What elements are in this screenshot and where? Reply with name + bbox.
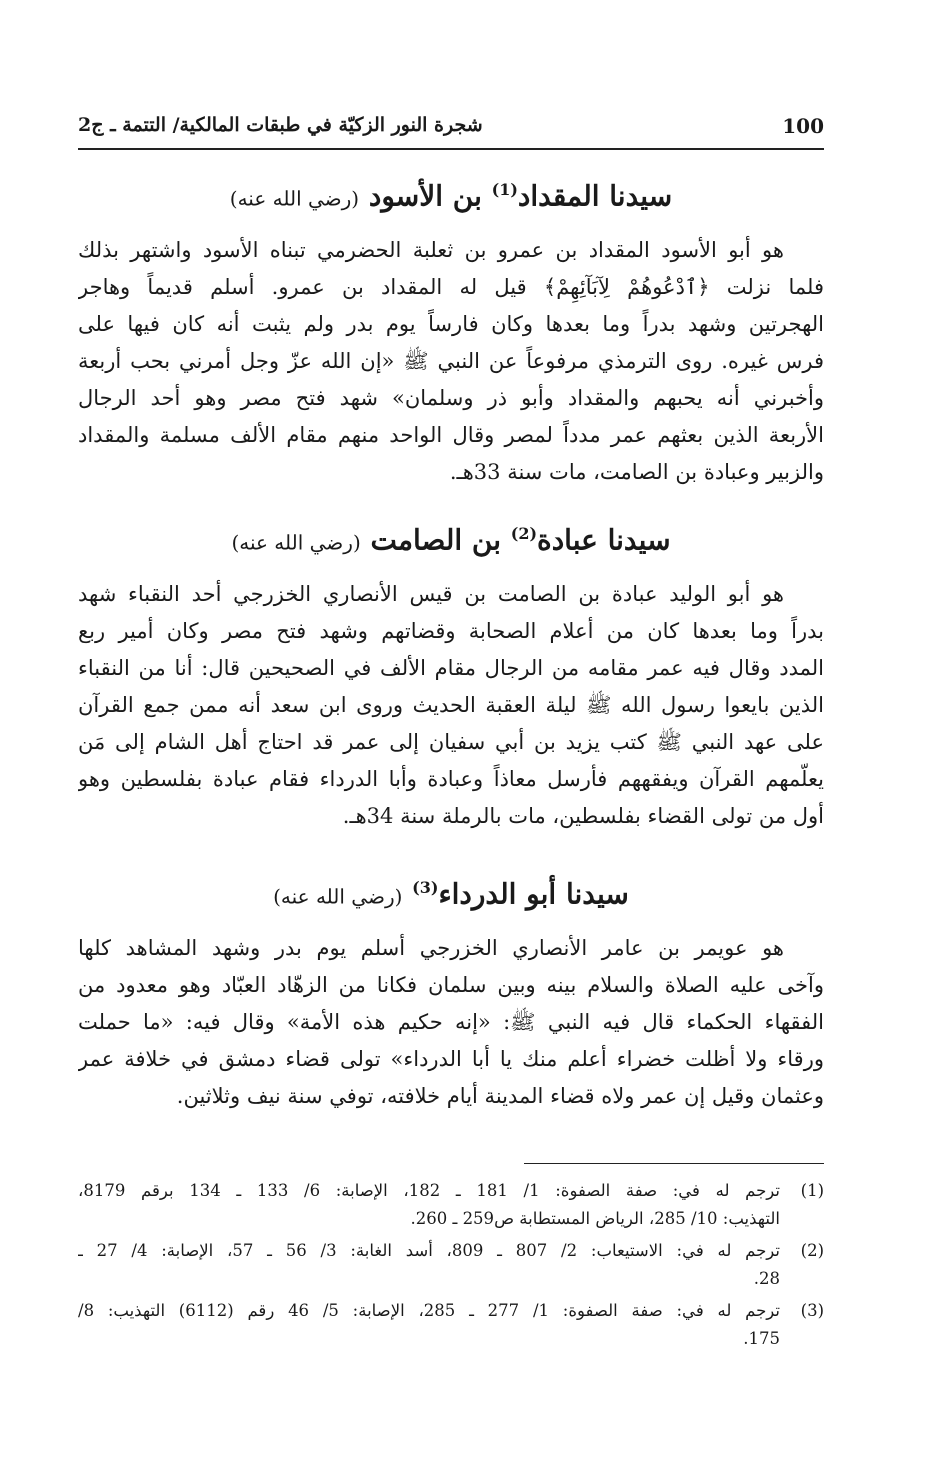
biography-section-1 xyxy=(78,162,824,491)
text-line: هو أبو الأسود المقداد بن عمرو بن ثعلبة الحضرمي تبناه الأسود واشتهر بذلك xyxy=(78,238,784,263)
footnote-ref: (1) xyxy=(491,180,518,199)
text-line: هو أبو الوليد عبادة بن الصامت بن قيس الأنصاري الخزرجي أحد النقباء شهد xyxy=(78,582,784,607)
biography-section-2 xyxy=(78,506,824,835)
footnote-ref: (3) xyxy=(412,878,439,897)
section-body xyxy=(78,930,824,1115)
footnote-line: التهذيب: 10/ 285، الرياض المستطابة ص259 ـ 260. xyxy=(410,1209,780,1228)
text-line: بدراً وما بعدها كان من أعلام الصحابة وقضاتهم وشهد فتح مصر وكان أمير ربع xyxy=(78,619,824,644)
footnote-1 xyxy=(78,1177,824,1233)
page-number: 100 xyxy=(782,114,824,138)
biography-section-3 xyxy=(78,860,824,1115)
text-line: وآخى عليه الصلاة والسلام بينه وبين سلمان فكانا من الزهّاد العبّاد وهو معدود من xyxy=(78,973,824,998)
text-line: وعثمان وقيل إن عمر ولاه قضاء المدينة أيام خلافته، توفي سنة نيف وثلاثين. xyxy=(176,1084,824,1109)
text-line: فرس غيره. روى الترمذي مرفوعاً عن النبي ﷺ «إن الله عزّ وجل أمرني بحب أربعة xyxy=(78,349,824,374)
text-line: الذين بايعوا رسول الله ﷺ ليلة العقبة الحديث وروى ابن سعد أنه ممن جمع القرآن xyxy=(78,693,824,718)
text-line: والزبير وعبادة بن الصامت، مات سنة 33هـ. xyxy=(449,460,824,485)
text-line: المدد وقال فيه عمر مقامه من الرجال مقام الألف في الصحيحين قال: أنا من النقباء xyxy=(78,656,824,681)
text-line: الفقهاء الحكماء قال فيه النبي ﷺ: «إنه حكيم هذه الأمة» وقال فيه: «ما حملت xyxy=(78,1010,824,1035)
text-line: الأربعة الذين بعثهم عمر مدداً لمصر وقال الواحد منهم مقام الألف مسلمة والمقداد xyxy=(78,423,824,448)
honorific: (رضي الله عنه) xyxy=(229,186,360,211)
footnote-2 xyxy=(78,1237,824,1293)
footnote-line: ترجم له في: صفة الصفوة: 1/ 277 ـ 285، الإصابة: 5/ 46 رقم (6112) التهذيب: 8/ xyxy=(78,1301,780,1320)
footnote-ref: (2) xyxy=(510,524,538,543)
running-header xyxy=(78,110,824,150)
text-line: ورقاء ولا أظلت خضراء أعلم منك يا أبا الدرداء» تولى قضاء دمشق في خلافة عمر xyxy=(78,1047,824,1072)
footnote-line: 175. xyxy=(743,1329,780,1348)
section-heading xyxy=(78,506,824,570)
honorific: (رضي الله عنه) xyxy=(231,530,361,555)
text-line: فلما نزلت ﴿ٱدْعُوهُمْ لِآبَآئِهِمْ﴾ قيل له المقداد بن عمرو. أسلم قديماً وهاجر xyxy=(78,275,824,300)
heading-name: سيدنا المقداد xyxy=(517,179,673,213)
footnote-line: 28. xyxy=(753,1269,780,1288)
footnote-line: ترجم له في: الاستيعاب: 2/ 807 ـ 809، أسد الغابة: 3/ 56 ـ 57، الإصابة: 4/ 27 ـ xyxy=(78,1241,780,1260)
footnote-separator xyxy=(524,1163,824,1164)
footnote-3 xyxy=(78,1297,824,1353)
text-line: أول من تولى القضاء بفلسطين، مات بالرملة سنة 34هـ. xyxy=(342,804,824,829)
footnote-number: (2) xyxy=(800,1241,824,1260)
text-line: يعلّمهم القرآن ويفقههم فأرسل معاذاً وعبادة وأبا الدرداء فقام عبادة بفلسطين وهو xyxy=(78,767,824,792)
heading-name-rest: بن الصامت xyxy=(370,523,511,557)
text-line: هو عويمر بن عامر الأنصاري الخزرجي أسلم يوم بدر وشهد المشاهد كلها xyxy=(78,936,784,961)
footnote-number: (1) xyxy=(800,1181,824,1200)
text-line: وأخبرني أنه يحبهم والمقداد وأبو ذر وسلمان» شهد فتح مصر وهو أحد الرجال xyxy=(78,386,824,411)
section-body xyxy=(78,576,824,835)
text-line: على عهد النبي ﷺ كتب يزيد بن أبي سفيان إلى عمر قد احتاج أهل الشام إلى مَن xyxy=(78,730,824,755)
heading-name-rest: بن الأسود xyxy=(368,179,492,213)
section-heading xyxy=(78,162,824,226)
section-heading xyxy=(78,860,824,924)
section-body xyxy=(78,232,824,491)
footnotes xyxy=(78,1177,824,1357)
footnote-number: (3) xyxy=(800,1301,824,1320)
running-title: شجرة النور الزكيّة في طبقات المالكية/ التتمة ـ ج2 xyxy=(78,114,483,136)
honorific: (رضي الله عنه) xyxy=(273,884,403,909)
footnote-line: ترجم له في: صفة الصفوة: 1/ 181 ـ 182، الإصابة: 6/ 133 ـ 134 برقم 8179، xyxy=(78,1181,780,1200)
text-line: الهجرتين وشهد بدراً وما بعدها وكان فارساً يوم بدر ولم يثبت أنه كان فيها على xyxy=(78,312,824,337)
heading-name: سيدنا أبو الدرداء xyxy=(438,877,629,911)
heading-name: سيدنا عبادة xyxy=(537,523,671,557)
